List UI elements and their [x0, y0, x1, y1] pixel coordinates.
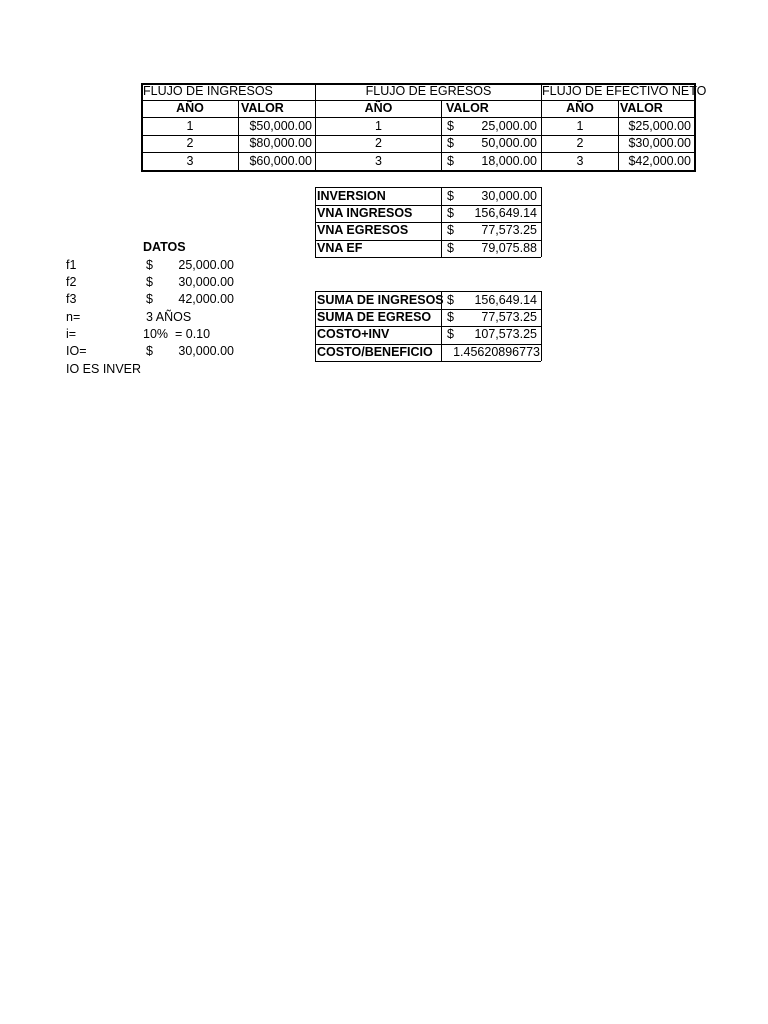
summary-value: 156,649.14	[474, 293, 537, 307]
cell-egr-year: 2	[375, 136, 382, 150]
datos-f3-currency: $	[146, 292, 153, 306]
col-ano-egresos: AÑO	[364, 101, 393, 115]
datos-io-label: IO=	[66, 344, 87, 358]
cell-egr-value: 25,000.00	[481, 119, 537, 133]
col-valor-egresos: VALOR	[446, 101, 489, 115]
vna-value: 156,649.14	[474, 206, 537, 220]
cell-ef-value: $25,000.00	[628, 119, 691, 133]
vna-currency: $	[447, 206, 454, 220]
cell-egr-year: 1	[375, 119, 382, 133]
col-valor-efectivo: VALOR	[620, 101, 663, 115]
datos-f1-currency: $	[146, 258, 153, 272]
vna-currency: $	[447, 223, 454, 237]
summary-value: 77,573.25	[481, 310, 537, 324]
col-valor-ingresos: VALOR	[241, 101, 284, 115]
cell-egr-currency: $	[447, 154, 454, 168]
datos-f2-value: 30,000.00	[178, 275, 234, 289]
cell-ef-year: 1	[576, 119, 584, 133]
datos-n-value: 3 AÑOS	[146, 310, 192, 324]
datos-f2-currency: $	[146, 275, 153, 289]
cell-ef-value: $42,000.00	[628, 154, 691, 168]
summary-value: 107,573.25	[474, 327, 537, 341]
summary-value: 1.45620896773	[453, 345, 540, 359]
cell-ef-year: 3	[576, 154, 584, 168]
vna-label: VNA INGRESOS	[317, 206, 413, 220]
cell-ef-year: 2	[576, 136, 584, 150]
col-ano-ingresos: AÑO	[176, 101, 204, 115]
cell-ef-value: $30,000.00	[628, 136, 691, 150]
datos-f1-value: 25,000.00	[178, 258, 234, 272]
vna-value: 77,573.25	[481, 223, 537, 237]
summary-currency: $	[447, 327, 454, 341]
summary-currency: $	[447, 293, 454, 307]
datos-note: IO ES INVER	[66, 362, 142, 376]
vna-currency: $	[447, 241, 454, 255]
cell-egr-year: 3	[375, 154, 382, 168]
datos-i-label: i=	[66, 327, 77, 341]
vna-value: 30,000.00	[481, 189, 537, 203]
datos-n-label: n=	[66, 310, 81, 324]
vna-currency: $	[447, 189, 454, 203]
header-flujo-ingresos: FLUJO DE INGRESOS	[143, 84, 273, 98]
vna-label: INVERSION	[317, 189, 386, 203]
vna-label: VNA EF	[317, 241, 363, 255]
cell-egr-value: 18,000.00	[481, 154, 537, 168]
cell-ing-value: $80,000.00	[249, 136, 312, 150]
header-flujo-efectivo-neto: FLUJO DE EFECTIVO NETO	[542, 84, 707, 98]
summary-currency: $	[447, 310, 454, 324]
vna-label: VNA EGRESOS	[317, 223, 409, 237]
vna-value: 79,075.88	[481, 241, 537, 255]
header-flujo-egresos: FLUJO DE EGRESOS	[365, 84, 492, 98]
cell-ing-year: 3	[186, 154, 194, 168]
datos-i-value: 10% = 0.10	[143, 327, 211, 341]
datos-f3-label: f3	[66, 292, 77, 306]
cell-ing-year: 2	[186, 136, 194, 150]
cell-ing-year: 1	[186, 119, 194, 133]
datos-title: DATOS	[143, 240, 186, 254]
summary-label: COSTO+INV	[317, 327, 390, 341]
datos-io-currency: $	[146, 344, 153, 358]
cell-ing-value: $60,000.00	[249, 154, 312, 168]
datos-io-value: 30,000.00	[178, 344, 234, 358]
cell-egr-currency: $	[447, 136, 454, 150]
datos-f1-label: f1	[66, 258, 77, 272]
summary-label: SUMA DE INGRESOS	[317, 293, 444, 307]
summary-label: COSTO/BENEFICIO	[317, 345, 433, 359]
datos-f2-label: f2	[66, 275, 77, 289]
datos-f3-value: 42,000.00	[178, 292, 234, 306]
cell-ing-value: $50,000.00	[249, 119, 312, 133]
cell-egr-currency: $	[447, 119, 454, 133]
col-ano-efectivo: AÑO	[566, 101, 594, 115]
summary-label: SUMA DE EGRESO	[317, 310, 432, 324]
cell-egr-value: 50,000.00	[481, 136, 537, 150]
